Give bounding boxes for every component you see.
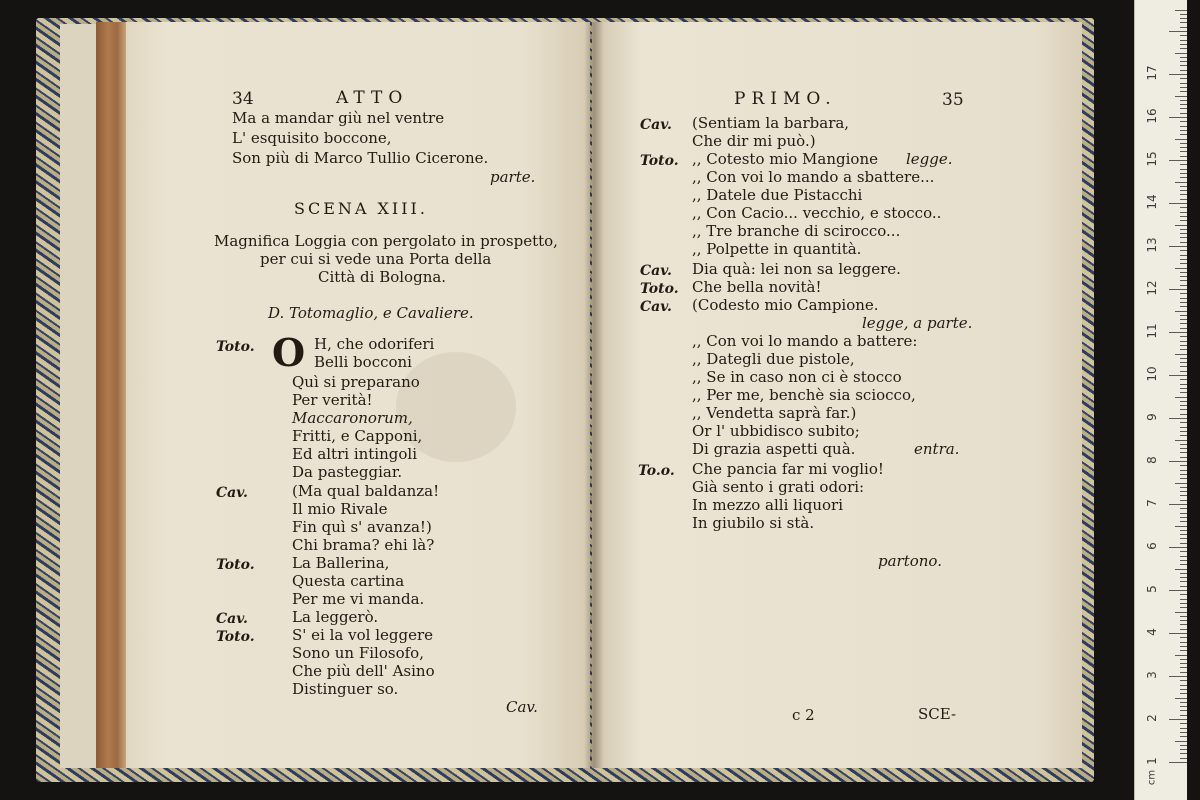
- ruler-label: 15: [1145, 151, 1159, 167]
- ruler-tick: [1180, 100, 1187, 101]
- ruler-tick: [1180, 319, 1187, 320]
- ruler-tick: [1180, 306, 1187, 307]
- ruler-label: 12: [1145, 280, 1159, 296]
- verse-line: ,, Vendetta saprà far.): [692, 404, 857, 422]
- ruler-tick: [1180, 104, 1187, 105]
- ruler-tick: [1175, 655, 1187, 656]
- ruler-tick: [1180, 624, 1187, 625]
- ruler-tick: [1180, 156, 1187, 157]
- ruler-tick: [1180, 521, 1187, 522]
- verse-line: ,, Con voi lo mando a battere:: [692, 332, 918, 350]
- verse-line: ,, Polpette in quantità.: [692, 240, 862, 258]
- ruler-tick: [1180, 384, 1187, 385]
- stage-direction: partono.: [878, 552, 942, 570]
- verse-line: Per verità!: [292, 391, 373, 409]
- verse-line: Belli bocconi: [314, 353, 412, 371]
- ruler-label: 10: [1145, 366, 1159, 382]
- ruler-tick: [1175, 96, 1187, 97]
- gutter-shadow: [584, 22, 604, 768]
- catchword: Cav.: [506, 698, 538, 716]
- ruler-tick: [1180, 758, 1187, 759]
- ruler-tick: [1180, 702, 1187, 703]
- ruler-tick: [1180, 603, 1187, 604]
- ruler-tick: [1180, 220, 1187, 221]
- ruler-tick: [1180, 328, 1187, 329]
- signature-mark: c 2: [792, 706, 815, 724]
- ruler-label: 9: [1145, 413, 1159, 421]
- ruler-tick: [1169, 289, 1187, 290]
- ruler-tick: [1180, 61, 1187, 62]
- ruler-tick: [1175, 311, 1187, 312]
- verse-line: Che bella novità!: [692, 278, 822, 296]
- ruler-tick: [1180, 435, 1187, 436]
- ruler-tick: [1180, 336, 1187, 337]
- ruler-tick: [1180, 358, 1187, 359]
- ruler-tick: [1180, 392, 1187, 393]
- ruler-tick: [1180, 233, 1187, 234]
- page-edges: [96, 22, 126, 768]
- ruler-tick: [1180, 280, 1187, 281]
- stage-direction: legge.: [906, 150, 953, 168]
- ruler-tick: [1180, 487, 1187, 488]
- verse-line: La leggerò.: [292, 608, 379, 626]
- ruler-label: 11: [1145, 323, 1159, 339]
- ruler-tick: [1180, 749, 1187, 750]
- ruler-tick: [1180, 190, 1187, 191]
- scene-title: SCENA XIII.: [294, 199, 428, 218]
- ruler-label: 8: [1145, 456, 1159, 464]
- scene-setting: Città di Bologna.: [318, 268, 447, 286]
- ruler-tick: [1180, 663, 1187, 664]
- verse-line: Che pancia far mi voglio!: [692, 460, 884, 478]
- ruler-tick: [1180, 414, 1187, 415]
- ruler-tick: [1180, 689, 1187, 690]
- ruler-tick: [1180, 465, 1187, 466]
- ruler-tick: [1180, 667, 1187, 668]
- running-head: ATTO: [336, 88, 409, 108]
- scene-setting: per cui si vede una Porta della: [260, 250, 492, 268]
- ruler-tick: [1180, 534, 1187, 535]
- ruler-tick: [1180, 134, 1187, 135]
- ruler-tick: [1180, 556, 1187, 557]
- ruler-tick: [1180, 379, 1187, 380]
- running-head: PRIMO.: [734, 89, 837, 109]
- scene-setting: Magnifica Loggia con pergolato in prospetto,: [214, 232, 558, 250]
- ruler-unit: cm: [1146, 769, 1158, 786]
- ruler-tick: [1180, 495, 1187, 496]
- ruler-tick: [1180, 577, 1187, 578]
- ruler-tick: [1175, 10, 1187, 11]
- ruler-tick: [1180, 513, 1187, 514]
- measuring-ruler: [1134, 0, 1187, 800]
- speaker-label: Toto.: [216, 557, 255, 573]
- ruler-tick: [1175, 53, 1187, 54]
- verse-line: Per me vi manda.: [292, 590, 425, 608]
- ruler-tick: [1180, 108, 1187, 109]
- ruler-tick: [1180, 113, 1187, 114]
- speaker-label: Cav.: [216, 611, 248, 627]
- ruler-tick: [1180, 164, 1187, 165]
- ruler-label: 13: [1145, 237, 1159, 253]
- speaker-label: Toto.: [216, 629, 255, 645]
- ruler-tick: [1180, 207, 1187, 208]
- ruler-tick: [1169, 418, 1187, 419]
- verse-line: La Ballerina,: [292, 554, 390, 572]
- verse-line: ,, Datele due Pistacchi: [692, 186, 863, 204]
- ruler-tick: [1169, 676, 1187, 677]
- ruler-tick: [1180, 255, 1187, 256]
- right-page: [592, 22, 1082, 768]
- ruler-tick: [1180, 87, 1187, 88]
- ruler-tick: [1180, 14, 1187, 15]
- verse-line: Questa cartina: [292, 572, 405, 590]
- ruler-tick: [1180, 237, 1187, 238]
- ruler-tick: [1180, 736, 1187, 737]
- ruler-tick: [1180, 478, 1187, 479]
- ruler-tick: [1180, 530, 1187, 531]
- speaker-label: Toto.: [640, 153, 679, 169]
- ruler-tick: [1180, 723, 1187, 724]
- ruler-tick: [1180, 560, 1187, 561]
- ruler-tick: [1169, 31, 1187, 32]
- ruler-tick: [1175, 698, 1187, 699]
- ruler-tick: [1169, 246, 1187, 247]
- ruler-tick: [1180, 629, 1187, 630]
- ruler-tick: [1180, 323, 1187, 324]
- ruler-tick: [1175, 440, 1187, 441]
- ruler-tick: [1180, 444, 1187, 445]
- ruler-label: 6: [1145, 542, 1159, 550]
- ruler-tick: [1180, 706, 1187, 707]
- ruler-tick: [1180, 65, 1187, 66]
- verse-line: Dia quà: lei non sa leggere.: [692, 260, 901, 278]
- ruler-tick: [1180, 620, 1187, 621]
- ruler-tick: [1180, 83, 1187, 84]
- drop-capital: O: [272, 330, 306, 375]
- ruler-tick: [1180, 388, 1187, 389]
- ruler-tick: [1180, 753, 1187, 754]
- ruler-tick: [1175, 354, 1187, 355]
- verse-line: Che più dell' Asino: [292, 662, 435, 680]
- page-number: 34: [232, 89, 254, 109]
- ruler-label: 16: [1145, 108, 1159, 124]
- ruler-tick: [1169, 203, 1187, 204]
- ruler-tick: [1180, 732, 1187, 733]
- ruler-tick: [1180, 302, 1187, 303]
- verse-line: ,, Se in caso non ci è stocco: [692, 368, 902, 386]
- ruler-tick: [1180, 250, 1187, 251]
- ruler-tick: [1169, 762, 1187, 763]
- speaker-label: Cav.: [216, 485, 248, 501]
- ruler-tick: [1180, 263, 1187, 264]
- ruler-tick: [1175, 483, 1187, 484]
- ruler-tick: [1180, 491, 1187, 492]
- page-number: 35: [942, 90, 964, 110]
- speaker-label: Toto.: [216, 339, 255, 355]
- ruler-tick: [1180, 599, 1187, 600]
- ruler-tick: [1180, 650, 1187, 651]
- ruler-tick: [1180, 646, 1187, 647]
- ruler-tick: [1180, 693, 1187, 694]
- ruler-tick: [1180, 212, 1187, 213]
- ruler-tick: [1180, 452, 1187, 453]
- endpaper: [60, 24, 98, 768]
- ruler-tick: [1169, 461, 1187, 462]
- ruler-tick: [1180, 538, 1187, 539]
- ruler-tick: [1180, 607, 1187, 608]
- ruler-tick: [1180, 259, 1187, 260]
- ruler-tick: [1180, 371, 1187, 372]
- ruler-tick: [1180, 427, 1187, 428]
- ruler-tick: [1180, 173, 1187, 174]
- verse-line: (Ma qual baldanza!: [292, 482, 440, 500]
- stage-direction: entra.: [914, 440, 960, 458]
- ruler-tick: [1180, 341, 1187, 342]
- catchword: SCE-: [918, 705, 957, 723]
- ruler-tick: [1180, 448, 1187, 449]
- verse-line: Fritti, e Capponi,: [292, 427, 423, 445]
- verse-line: ,, Per me, benchè sia sciocco,: [692, 386, 916, 404]
- ruler-tick: [1180, 517, 1187, 518]
- ruler-tick: [1180, 616, 1187, 617]
- verse-line: Distinguer so.: [292, 680, 399, 698]
- ruler-tick: [1169, 504, 1187, 505]
- characters-line: D. Totomaglio, e Cavaliere.: [268, 304, 474, 322]
- ruler-tick: [1180, 216, 1187, 217]
- ruler-tick: [1180, 573, 1187, 574]
- ruler-tick: [1180, 242, 1187, 243]
- ruler-tick: [1180, 22, 1187, 23]
- speaker-label: Cav.: [640, 263, 672, 279]
- ruler-tick: [1180, 18, 1187, 19]
- verse-line: S' ei la vol leggere: [292, 626, 433, 644]
- verse-line: ,, Con voi lo mando a sbattere...: [692, 168, 935, 186]
- verse-line: Chi brama? ehi là?: [292, 536, 435, 554]
- ruler-tick: [1180, 272, 1187, 273]
- ruler-label: 7: [1145, 499, 1159, 507]
- ruler-tick: [1180, 27, 1187, 28]
- verse-line: Son più di Marco Tullio Cicerone.: [232, 149, 489, 167]
- ruler-tick: [1180, 457, 1187, 458]
- ruler-tick: [1169, 633, 1187, 634]
- verse-line: (Codesto mio Campione.: [692, 296, 879, 314]
- ruler-tick: [1180, 345, 1187, 346]
- speaker-label: Cav.: [640, 299, 672, 315]
- ruler-tick: [1180, 551, 1187, 552]
- ruler-tick: [1180, 594, 1187, 595]
- ruler-tick: [1175, 569, 1187, 570]
- ruler-tick: [1180, 672, 1187, 673]
- verse-line: Or l' ubbidisco subito;: [692, 422, 860, 440]
- ruler-tick: [1180, 130, 1187, 131]
- ruler-tick: [1180, 143, 1187, 144]
- ruler-tick: [1175, 526, 1187, 527]
- ruler-tick: [1180, 409, 1187, 410]
- verse-line: ,, Cotesto mio Mangione: [692, 150, 878, 168]
- ruler-tick: [1180, 229, 1187, 230]
- ruler-tick: [1180, 177, 1187, 178]
- ruler-tick: [1175, 225, 1187, 226]
- ruler-label: 14: [1145, 194, 1159, 210]
- ruler-tick: [1180, 199, 1187, 200]
- ruler-tick: [1169, 332, 1187, 333]
- verse-line: Ed altri intingoli: [292, 445, 417, 463]
- speaker-label: To.o.: [638, 463, 675, 479]
- ruler-tick: [1180, 48, 1187, 49]
- ruler-tick: [1180, 194, 1187, 195]
- ruler-tick: [1180, 362, 1187, 363]
- verse-line: Da pasteggiar.: [292, 463, 403, 481]
- verse-line: ,, Dategli due pistole,: [692, 350, 855, 368]
- verse-line: Di grazia aspetti quà.: [692, 440, 856, 458]
- ruler-tick: [1180, 91, 1187, 92]
- ruler-label: 4: [1145, 628, 1159, 636]
- ruler-tick: [1169, 74, 1187, 75]
- ruler-tick: [1180, 126, 1187, 127]
- ruler-tick: [1180, 715, 1187, 716]
- ruler-label: 17: [1145, 65, 1159, 81]
- verse-line: Il mio Rivale: [292, 500, 388, 518]
- ruler-tick: [1180, 186, 1187, 187]
- ruler-tick: [1180, 500, 1187, 501]
- ruler-tick: [1180, 147, 1187, 148]
- ruler-tick: [1180, 474, 1187, 475]
- ruler-tick: [1180, 57, 1187, 58]
- ruler-tick: [1175, 268, 1187, 269]
- verse-line: Ma a mandar giù nel ventre: [232, 109, 445, 127]
- ruler-tick: [1175, 397, 1187, 398]
- ruler-tick: [1180, 78, 1187, 79]
- ruler-tick: [1169, 160, 1187, 161]
- ruler-tick: [1180, 543, 1187, 544]
- ruler-tick: [1180, 564, 1187, 565]
- ruler-label: 2: [1145, 714, 1159, 722]
- ruler-label: 1: [1145, 757, 1159, 765]
- ruler-tick: [1169, 117, 1187, 118]
- ruler-tick: [1180, 285, 1187, 286]
- ruler-tick: [1180, 745, 1187, 746]
- ruler-tick: [1180, 710, 1187, 711]
- ruler-tick: [1180, 44, 1187, 45]
- ruler-tick: [1180, 70, 1187, 71]
- verse-line: L' esquisito boccone,: [232, 129, 392, 147]
- ruler-tick: [1180, 637, 1187, 638]
- verse-line: In giubilo si stà.: [692, 514, 815, 532]
- ruler-tick: [1180, 35, 1187, 36]
- ruler-tick: [1175, 182, 1187, 183]
- stage-direction: parte.: [490, 168, 536, 186]
- ruler-tick: [1169, 719, 1187, 720]
- left-page: [96, 22, 590, 768]
- ruler-tick: [1180, 405, 1187, 406]
- ruler-tick: [1180, 680, 1187, 681]
- ruler-tick: [1180, 366, 1187, 367]
- ruler-tick: [1180, 169, 1187, 170]
- ruler-tick: [1180, 349, 1187, 350]
- ruler-tick: [1180, 431, 1187, 432]
- verse-line: Fin quì s' avanza!): [292, 518, 432, 536]
- verse-line: Sono un Filosofo,: [292, 644, 424, 662]
- ruler-tick: [1180, 40, 1187, 41]
- ruler-tick: [1180, 151, 1187, 152]
- ruler-tick: [1180, 685, 1187, 686]
- ruler-tick: [1180, 508, 1187, 509]
- verse-line: H, che odoriferi: [314, 335, 435, 353]
- speaker-label: Cav.: [640, 117, 672, 133]
- verse-line: Maccaronorum,: [292, 409, 413, 427]
- verse-line: (Sentiam la barbara,: [692, 114, 850, 132]
- speaker-label: Toto.: [640, 281, 679, 297]
- ruler-tick: [1180, 298, 1187, 299]
- ruler-tick: [1180, 276, 1187, 277]
- verse-line: In mezzo alli liquori: [692, 496, 844, 514]
- ruler-tick: [1175, 741, 1187, 742]
- verse-line: ,, Con Cacio... vecchio, e stocco..: [692, 204, 942, 222]
- ruler-tick: [1175, 139, 1187, 140]
- ruler-tick: [1180, 315, 1187, 316]
- ruler-tick: [1169, 547, 1187, 548]
- ruler-tick: [1169, 375, 1187, 376]
- ruler-tick: [1180, 293, 1187, 294]
- ruler-tick: [1180, 401, 1187, 402]
- ruler-tick: [1180, 581, 1187, 582]
- ruler-tick: [1180, 586, 1187, 587]
- stage-direction: legge, a parte.: [862, 314, 973, 332]
- verse-line: ,, Tre branche di scirocco...: [692, 222, 901, 240]
- ruler-tick: [1180, 659, 1187, 660]
- ruler-label: 3: [1145, 671, 1159, 679]
- verse-line: Che dir mi può.): [692, 132, 816, 150]
- ruler-tick: [1175, 612, 1187, 613]
- ruler-label: 5: [1145, 585, 1159, 593]
- verse-line: Già sento i grati odori:: [692, 478, 865, 496]
- ruler-tick: [1169, 590, 1187, 591]
- ruler-tick: [1180, 121, 1187, 122]
- ruler-tick: [1180, 422, 1187, 423]
- ruler-tick: [1180, 728, 1187, 729]
- ruler-tick: [1180, 470, 1187, 471]
- ruler-tick: [1180, 642, 1187, 643]
- verse-line: Quì si preparano: [292, 373, 420, 391]
